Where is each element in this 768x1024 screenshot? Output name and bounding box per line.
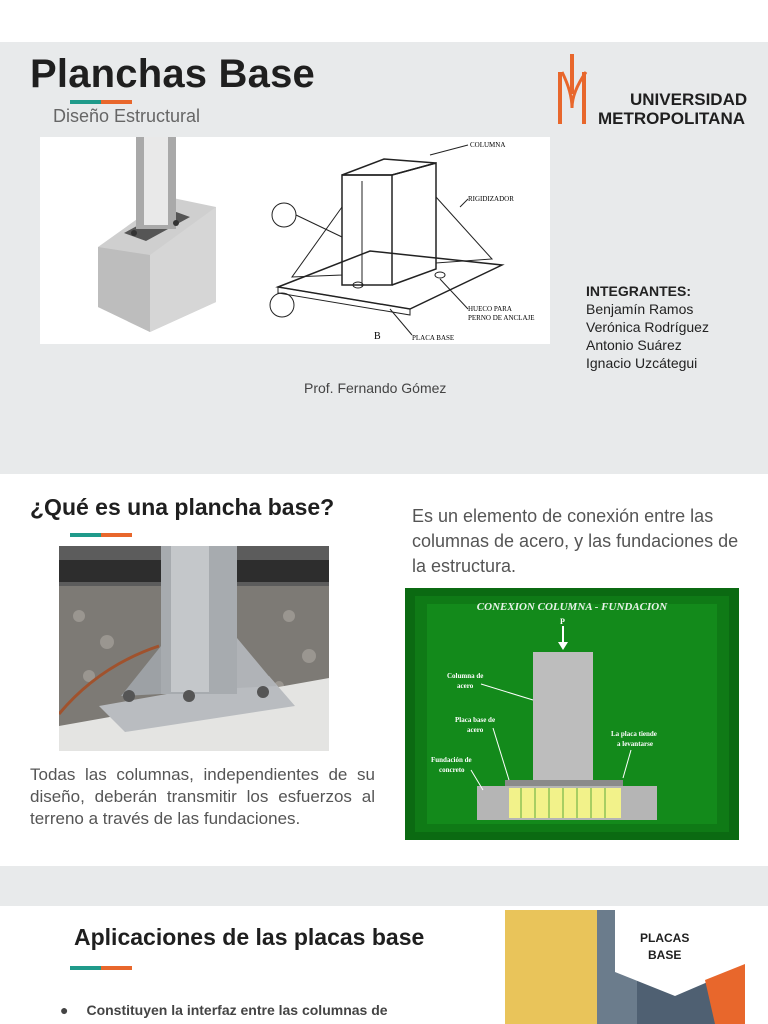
- bullet-text: Constituyen la interfaz entre las columnas de: [86, 1002, 388, 1018]
- team-heading: INTEGRANTES:: [586, 283, 691, 299]
- title-accent-bar: [70, 966, 132, 970]
- load-label: P: [560, 617, 565, 626]
- label-placa-acero-1: Placa base de: [455, 716, 496, 724]
- label-levantarse-1: La placa tiende: [611, 730, 657, 738]
- slide-title: Aplicaciones de las placas base: [74, 924, 425, 950]
- bullet-item: [60, 1002, 388, 1018]
- cover-label: [640, 930, 689, 964]
- label-columna-acero-1: Columna de: [447, 672, 484, 680]
- label-hueco-1: HUECO PARA: [468, 305, 512, 313]
- applications-slide: [0, 906, 768, 1024]
- professor-name: Prof. Fernando Gómez: [304, 380, 447, 396]
- slide-separator: [0, 474, 768, 482]
- label-columna: COLUMNA: [470, 141, 506, 149]
- title-accent-bar: [70, 533, 132, 537]
- label-levantarse-2: a levantarse: [617, 740, 653, 748]
- slide-separator: [0, 866, 768, 906]
- cover-label-line-2: BASE: [648, 948, 682, 962]
- label-b: B: [374, 331, 381, 342]
- base-plate-figure: [40, 137, 550, 344]
- label-rigidizador: RIGIDIZADOR: [468, 195, 514, 203]
- team-member: Verónica Rodríguez: [586, 319, 709, 335]
- base-plate-photo: [59, 546, 329, 751]
- slide-title: Planchas Base: [30, 52, 315, 96]
- bullet-dot-icon: ●: [60, 1002, 69, 1018]
- title-accent-bar: [70, 100, 132, 104]
- label-columna-acero-2: acero: [457, 682, 474, 690]
- logo-line-2: METROPOLITANA: [598, 109, 746, 128]
- slide-subtitle: Diseño Estructural: [53, 106, 201, 126]
- diagram-title: CONEXION COLUMNA - FUNDACION: [476, 601, 668, 613]
- team-member: Ignacio Uzcátegui: [586, 355, 698, 371]
- label-hueco-2: PERNO DE ANCLAJE: [468, 314, 535, 322]
- definition-slide: [0, 482, 768, 866]
- university-name: [598, 90, 747, 128]
- label-placa-acero-2: acero: [467, 726, 484, 734]
- definition-text: Es un elemento de conexión entre las columnas de acero, y las fundaciones de la estructura.: [412, 506, 739, 576]
- logo-line-1: UNIVERSIDAD: [630, 90, 748, 109]
- label-fundacion-2: concreto: [439, 766, 465, 774]
- label-placa-base: PLACA BASE: [412, 334, 455, 342]
- explanation-paragraph: Todas las columnas, independientes de su diseño, deberán transmitir los esfuerzos al terreno a través de las fundaciones.: [30, 765, 375, 828]
- team-members: [586, 282, 709, 372]
- team-member: Antonio Suárez: [586, 337, 682, 353]
- label-fundacion-1: Fundación de: [431, 756, 472, 764]
- team-member: Benjamín Ramos: [586, 301, 694, 317]
- cover-image: [505, 910, 745, 1024]
- title-slide: [0, 42, 768, 474]
- cover-label-line-1: PLACAS: [640, 931, 690, 945]
- slide-title: ¿Qué es una plancha base?: [30, 494, 335, 520]
- column-foundation-diagram: [405, 588, 739, 840]
